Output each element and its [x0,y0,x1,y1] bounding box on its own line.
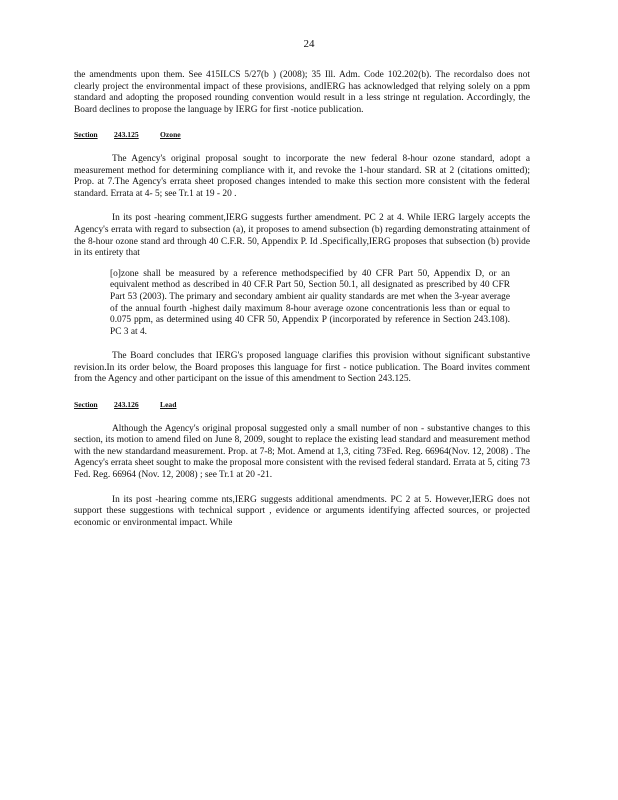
paragraph: the amendments upon them. See 415ILCS 5/27(b ) (2008); 35 Ill. Adm. Code 102.202(b). The recordalso does not clearly project the environmental impact of these provisions, andIERG has acknowledged that relying solely on a ppm standard and adopting the proposed rounding convention would result in a less stringe nt regulation. Accordingly, the Board declines to propose the language by IERG for first -notice publication. [74,70,530,115]
paragraph: The Agency's original proposal sought to incorporate the new federal 8-hour ozone standard, adopt a measurement method for determining compliance with it, and revoke the 1-hour standard. SR at 2 (citations omitted); Prop. at 7.The Agency's errata sheet proposed changes intended to make this section more consistent with the federal standard. Errata at 4- 5; see Tr.1 at 19 - 20 . [74,153,530,199]
section-code: 243.125 [114,130,139,140]
paragraph: In its post -hearing comme nts,IERG suggests additional amendments. PC 2 at 5. However,IERG does not support these suggestions with technical support , evidence or arguments identifying affected sources, or projected economic or environmental impact. While [74,494,530,528]
section-title: Lead [160,400,177,410]
section-label: Section [74,400,98,410]
section-heading-lead [74,399,530,411]
section-title: Ozone [160,130,181,140]
paragraph: In its post -hearing comment,IERG suggests further amendment. PC 2 at 4. While IERG largely accepts the Agency's errata with regard to subsection (a), it proposes to amend subsection (b) regarding demonstrating attainment of the 8-hour ozone stand ard through 40 C.F.R. 50, Appendix P. Id .Specifically,IERG proposes that subsection (b) provide in its entirety that [74,213,530,259]
paragraph: The Board concludes that IERG's proposed language clarifies this provision without significant substantive revision.In its order below, the Board proposes this language for first - notice publication. The Board invites comment from the Agency and other participant on the issue of this amendment to Section 243.125. [74,351,530,385]
page-body [74,70,530,529]
section-code: 243.126 [114,400,139,410]
section-heading-ozone [74,129,530,141]
paragraph: Although the Agency's original proposal suggested only a small number of non - substantive changes to this section, its motion to amend filed on June 8, 2009, sought to replace the existing lead standard and measurement method with the new standardand measurement. Prop. at 7-8; Mot. Amend at 1,3, citing 73Fed. Reg. 66964(Nov. 12, 2008) . The Agency's errata sheet sought to make the proposal more consistent with the revised federal standard. Errata at 5, citing 73 Fed. Reg. 66964 (Nov. 12, 2008) ; see Tr.1 at 20 -21. [74,423,530,481]
section-label: Section [74,130,98,140]
block-quote: [o]zone shall be measured by a reference methodspecified by 40 CFR Part 50, Appendix D, or an equivalent method as described in 40 CF.R Part 50, Section 50.1, all designated as prescribed by 40 CFR Part 53 (2003). The primary and secondary ambient air quality standards are met when the 3-year average of the annual fourth -highest daily maximum 8-hour average ozone concentrationis less than or equal to 0.075 ppm, as determined using 40 CFR 50, Appendix P (incorporated by reference in Section 243.108). PC 3 at 4. [110,268,510,337]
page-number: 24 [303,38,315,50]
